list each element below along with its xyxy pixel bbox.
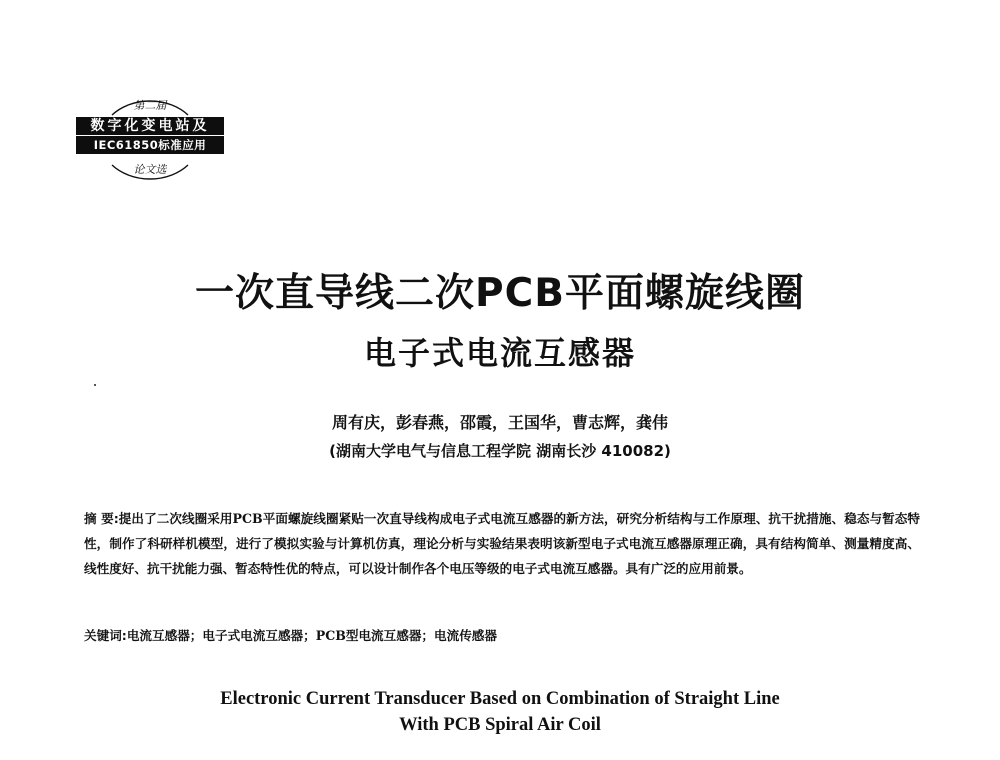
paper-title: 一次直导线二次PCB平面螺旋线圈 xyxy=(195,271,805,316)
seal-top-text: 第二届 xyxy=(133,99,167,112)
keywords-text: 电流互感器；电子式电流互感器；PCB型电流互感器；电流传感器 xyxy=(126,628,497,643)
keywords-label: 关键词: xyxy=(84,628,127,643)
abstract-label: 摘 要: xyxy=(84,511,119,526)
seal-bottom-text: 论文选 xyxy=(133,163,167,176)
speck-mark xyxy=(94,384,96,386)
author-list: 周有庆，彭春燕，邵霞，王国华，曹志辉，龚伟 xyxy=(331,413,668,432)
conference-seal xyxy=(72,85,228,195)
english-title-line1: Electronic Current Transducer Based on Combination of Straight Line xyxy=(220,689,780,709)
paper-subtitle: 电子式电流互感器 xyxy=(363,334,636,372)
english-title xyxy=(0,686,1000,738)
seal-band-line1: 数字化变电站及 xyxy=(76,117,224,135)
seal-band-line2: IEC61850标准应用 xyxy=(76,136,224,154)
abstract-text: 提出了二次线圈采用PCB平面螺旋线圈紧贴一次直导线构成电子式电流互感器的新方法，研究分析结构与工作原理、抗干扰措施、稳态与暂态特性，制作了科研样机模型，进行了模拟实验与计算机仿真，理论分析与实验结果表明该新型电子式电流互感器原理正确，具有结构简单、测量精度高、线性度好、抗干扰能力强、暂态特性优的特点，可以设计制作各个电压等级的电子式电流互感器。具有广泛的应用前景。 xyxy=(84,511,920,576)
keywords xyxy=(84,626,920,646)
affiliation: (湖南大学电气与信息工程学院 湖南长沙 410082) xyxy=(329,442,671,460)
english-title-line2: With PCB Spiral Air Coil xyxy=(399,715,601,735)
abstract xyxy=(84,506,920,581)
